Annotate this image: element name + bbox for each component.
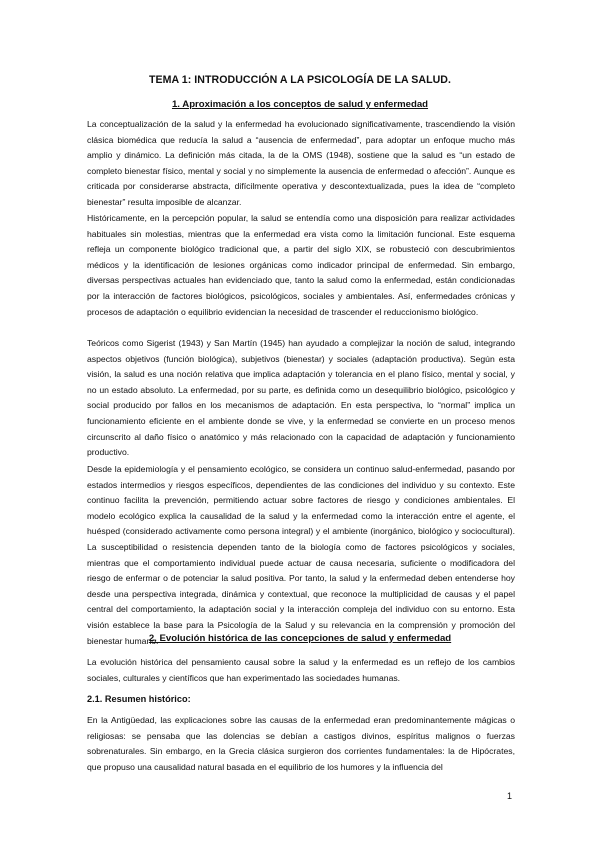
page-number: 1 (507, 791, 513, 801)
section-2-intro: La evolución histórica del pensamiento causal sobre la salud y la enfermedad es un reflejo de los cambios sociales, culturales y científicos que han experimentado las sociedades humanas. (87, 657, 515, 683)
document-title: TEMA 1: INTRODUCCIÓN A LA PSICOLOGÍA DE LA SALUD. (148, 74, 451, 86)
section-1-heading: 1. Aproximación a los conceptos de salud y enfermedad (171, 99, 429, 110)
paragraph-2: Históricamente, en la percepción popular, la salud se entendía como una disposición para realizar actividades habituales sin molestias, mientras que la enfermedad era vista como la limitación funcional. Este esquema refleja un componente biológico tradicional que, a partir del siglo XIX, se robusteció con descubrimientos médicos y la identificación de lesiones orgánicas como indicador principal de enfermedad. Sin embargo, diversas perspectivas actuales han evidenciado que, tanto la salud como la enfermedad, están condicionadas por la interacción de factores biológicos, psicológicos, sociales y ambientales. Así, enfermedades crónicas y procesos de adaptación o equilibrio evidencian la necesidad de trascender el reduccionismo biológico. (87, 213, 515, 317)
subsection-2-1-text: En la Antigüedad, las explicaciones sobre las causas de la enfermedad eran predominantemente mágicas o religiosas: se pensaba que las dolencias se debían a castigos divinos, espíritus malignos o fuerzas sobrenaturales. Sin embargo, en la Grecia clásica surgieron dos corrientes fundamentales: la de Hipócrates, que propuso una causalidad natural basada en el equilibrio de los humores y la influencia del (87, 715, 515, 772)
paragraph-3: Teóricos como Sigerist (1943) y San Martín (1945) han ayudado a complejizar la noción de salud, integrando aspectos objetivos (función biológica), subjetivos (bienestar) y sociales (adaptación productiva). Según esta visión, la salud es una noción relativa que implica adaptación y tolerancia en el plano físico, mental y social, y no un estado absoluto. La enfermedad, por su parte, es definida como un desequilibrio biológico, psicológico y social producido por fallos en los mecanismos de adaptación. En esta perspectiva, lo “normal” implica un funcionamiento eficiente en el ambiente donde se vive, y la enfermedad se convierte en un proceso menos circunscrito al daño físico o anatómico y más relacionado con la capacidad de adaptación y funcionamiento productivo. (87, 338, 515, 458)
section-2-heading: 2. Evolución histórica de las concepciones de salud y enfermedad (148, 633, 452, 644)
subsection-2-1-heading: 2.1. Resumen histórico: (87, 694, 191, 704)
paragraph-4: Desde la epidemiología y el pensamiento ecológico, se considera un continuo salud-enfermedad, pasando por estados intermedios y riesgos específicos, dependientes de las condiciones del individuo y su contexto. Este continuo facilita la prevención, permitiendo actuar sobre factores de riesgo y condiciones ambientales. El modelo ecológico explica la causalidad de la salud y la enfermedad como la interacción entre el agente, el huésped (considerado activamente como persona integral) y el ambiente (inorgánico, biológico y sociocultural). La susceptibilidad o resistencia dependen tanto de la biología como de factores psicológicos y sociales, mientras que el comportamiento individual puede actuar de causa necesaria, suficiente o modificadora del riesgo de enfermar o de potenciar la salud positiva. Por tanto, la salud y la enfermedad deben entenderse hoy desde una perspectiva integrada, dinámica y contextual, que reconoce la multiplicidad de causas y el papel central del comportamiento, la adaptación social y la interacción compleja del individuo con su entorno. Esta visión establece la base para la Psicología de la Salud y su relevancia en la comprensión y promoción del bienestar humano. (87, 464, 515, 646)
paragraph-1: La conceptualización de la salud y la enfermedad ha evolucionado significativamente, trascendiendo la visión clásica biomédica que reducía la salud a “ausencia de enfermedad”, para adoptar un enfoque mucho más amplio y dinámico. La definición más citada, la de la OMS (1948), sostiene que la salud es “un estado de completo bienestar físico, mental y social y no simplemente la ausencia de enfermedad o afección”. Aunque es criticada por considerarse abstracta, difícilmente operativa y descontextualizada, pues la idea de “completo bienestar” resulta imposible de alcanzar. (87, 119, 515, 207)
